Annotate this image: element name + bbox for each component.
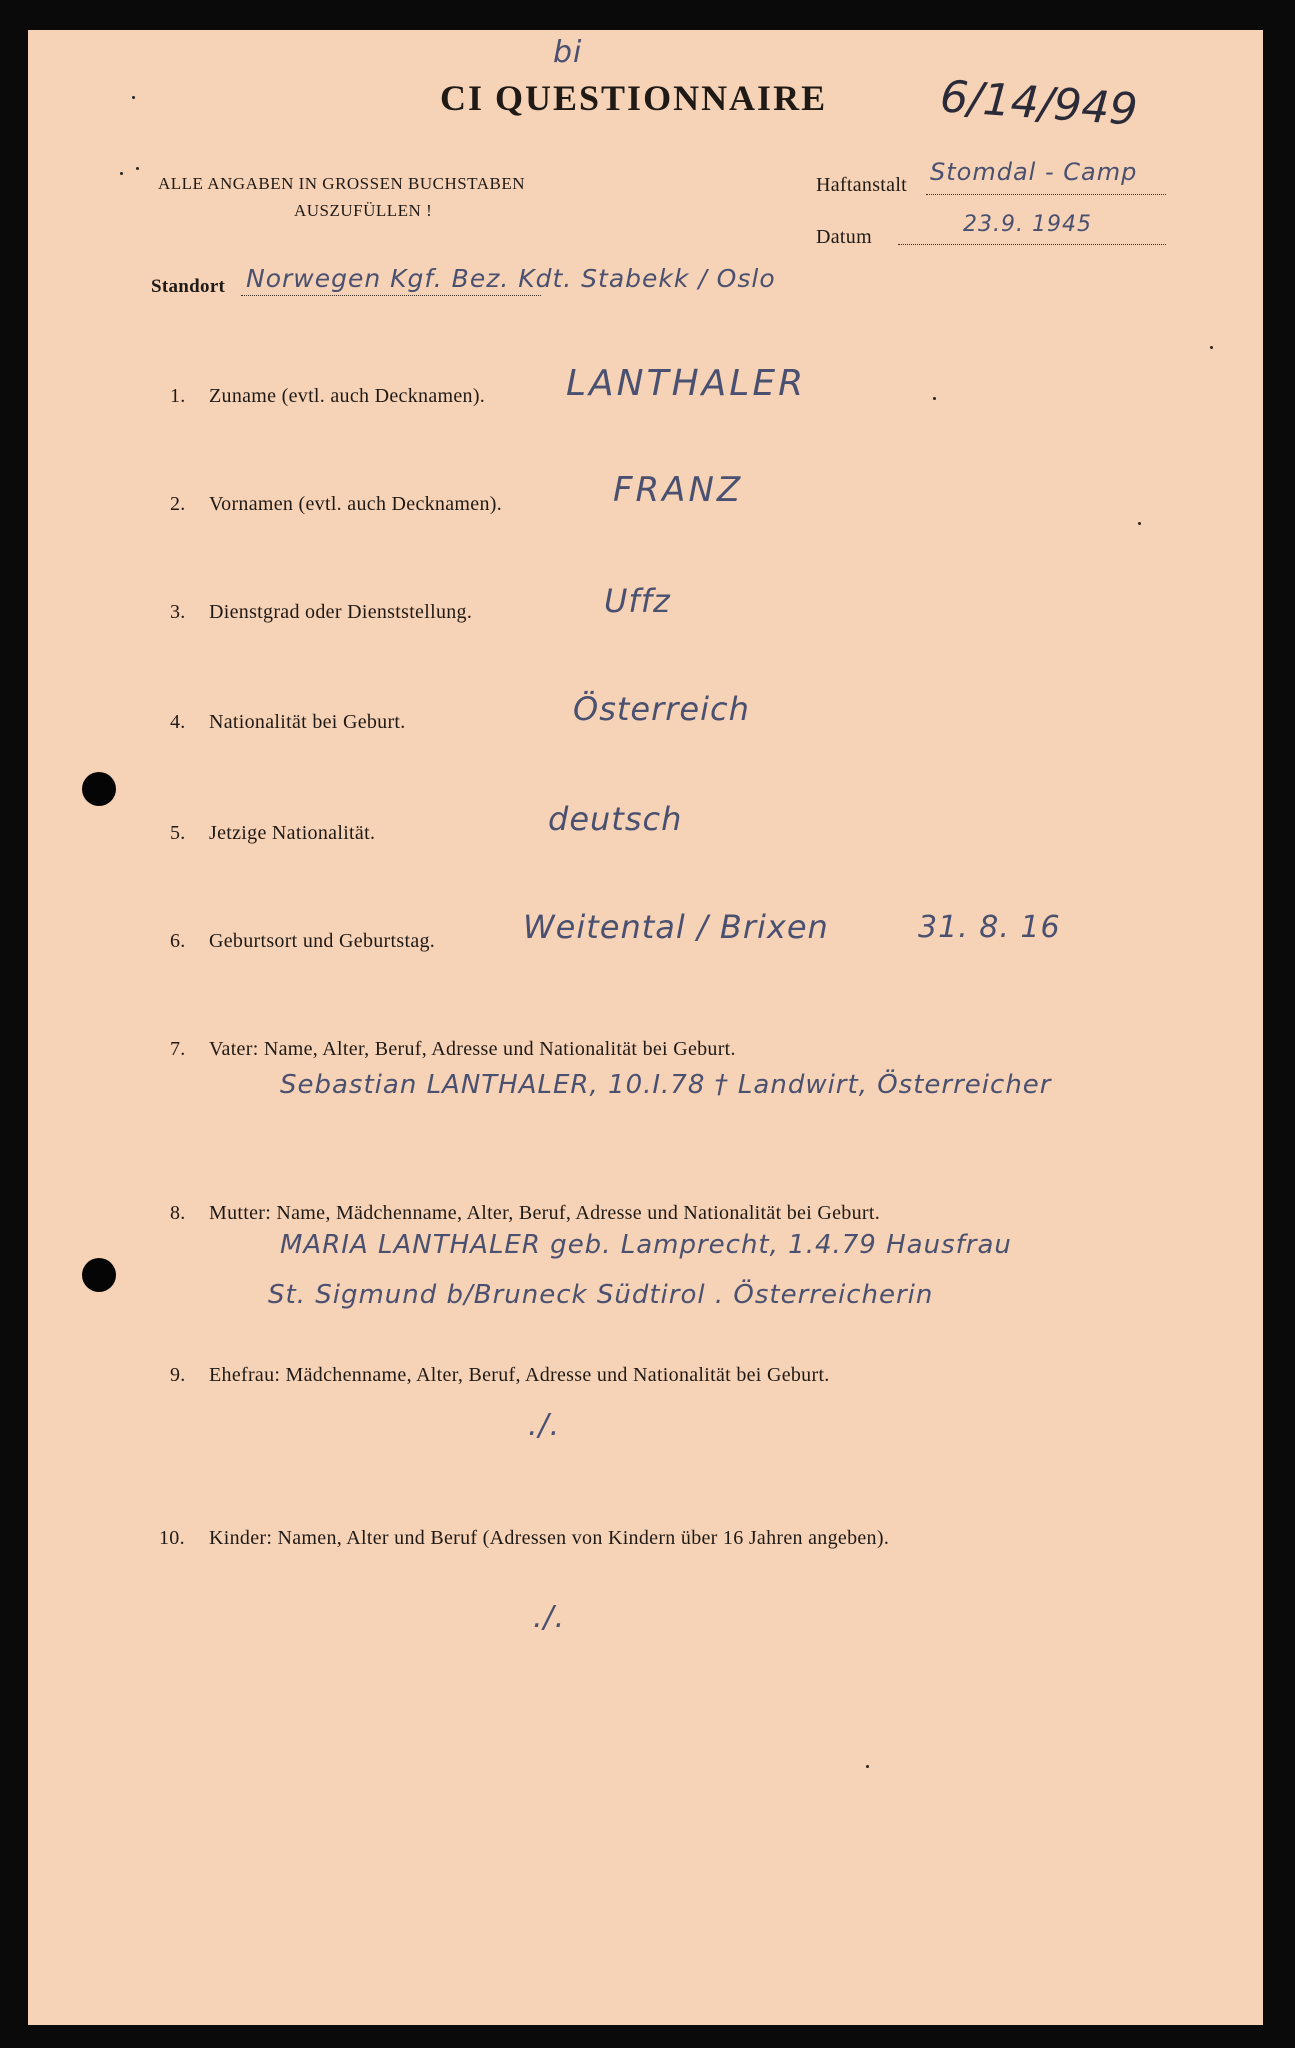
answer-vater: Sebastian LANTHALER, 10.I.78 † Landwirt, Österreicher [280,1070,1052,1100]
document-page [28,30,1263,2025]
haftanstalt-dotted-line [926,194,1166,195]
item-label-mutter: Mutter: Name, Mädchenname, Alter, Beruf, Adresse und Nationalität bei Geburt. [209,1202,880,1224]
item-label-vater: Vater: Name, Alter, Beruf, Adresse und Nationalität bei Geburt. [209,1038,736,1060]
haftanstalt-label: Haftanstalt [816,174,908,196]
item-number-4: 4. [170,711,186,733]
item-number-7: 7. [170,1038,186,1060]
instruction-line-2: AUSZUFÜLLEN ! [294,201,433,220]
item-number-9: 9. [170,1364,186,1386]
item-label-vornamen: Vornamen (evtl. auch Decknamen). [209,493,503,515]
item-label-kinder: Kinder: Namen, Alter und Beruf (Adressen von Kindern über 16 Jahren angeben). [209,1527,890,1549]
answer-dienstgrad: Uffz [604,582,671,620]
answer-ehefrau: ./. [528,1408,561,1443]
item-number-8: 8. [170,1202,186,1224]
punch-hole-upper [82,772,116,806]
document-title: CI QUESTIONNAIRE [440,78,828,118]
paper-speck [120,172,123,175]
item-label-dienstgrad: Dienstgrad oder Dienststellung. [209,601,473,623]
paper-speck [866,1765,869,1768]
punch-hole-lower [82,1258,116,1292]
haftanstalt-value: Stomdal - Camp [930,158,1138,186]
item-number-6: 6. [170,930,186,952]
item-number-2: 2. [170,493,186,515]
answer-nationalitaet-geburt: Österreich [573,690,750,728]
answer-zuname: LANTHALER [566,363,807,404]
item-label-nationalitaet-geburt: Nationalität bei Geburt. [209,711,406,733]
answer-mutter-line-2: St. Sigmund b/Bruneck Südtirol . Österreicherin [268,1280,934,1310]
datum-value: 23.9. 1945 [963,212,1092,237]
item-number-3: 3. [170,601,186,623]
item-number-1: 1. [170,385,186,407]
handwritten-date-annotation: 6/14/949 [938,71,1140,136]
handwritten-annotation-top: bi [553,35,583,70]
paper-speck [136,167,139,170]
item-number-10: 10. [159,1527,185,1549]
answer-mutter-line-1: MARIA LANTHALER geb. Lamprecht, 1.4.79 Hausfrau [280,1230,1012,1260]
answer-geburtstag: 31. 8. 16 [918,910,1061,945]
standort-label: Standort [151,276,226,297]
answer-jetzige-nationalitaet: deutsch [548,800,683,838]
item-label-jetzige-nationalitaet: Jetzige Nationalität. [209,822,376,844]
paper-speck [132,96,135,99]
answer-vornamen: FRANZ [613,470,744,510]
datum-label: Datum [816,226,872,248]
datum-dotted-line [898,244,1166,245]
item-label-zuname: Zuname (evtl. auch Decknamen). [209,385,486,407]
standort-dotted-line [241,295,541,296]
paper-speck [1138,522,1141,525]
item-number-5: 5. [170,822,186,844]
answer-geburtsort: Weitental / Brixen [523,908,829,946]
paper-speck [1210,346,1213,349]
answer-kinder: ./. [533,1600,566,1635]
standort-value: Norwegen Kgf. Bez. Kdt. Stabekk / Oslo [246,264,776,293]
item-label-ehefrau: Ehefrau: Mädchenname, Alter, Beruf, Adresse und Nationalität bei Geburt. [209,1364,830,1386]
item-label-geburtsort: Geburtsort und Geburtstag. [209,930,436,952]
paper-speck [933,397,936,400]
instruction-line-1: ALLE ANGABEN IN GROSSEN BUCHSTABEN [158,174,525,193]
